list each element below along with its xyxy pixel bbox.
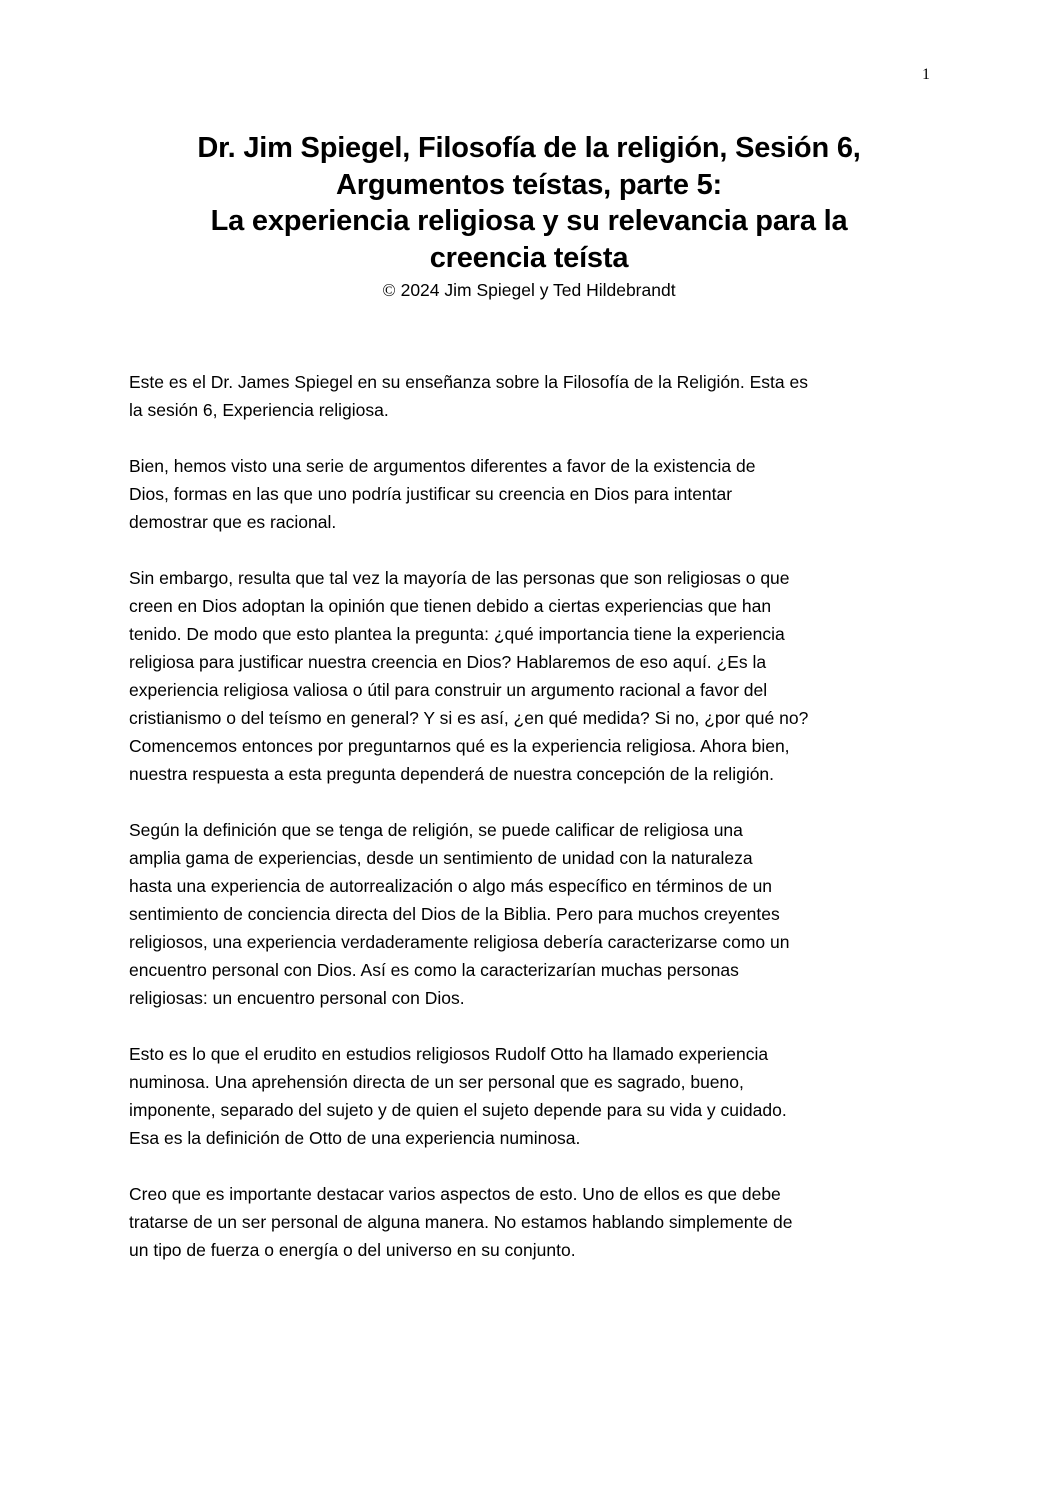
- text-line: Sin embargo, resulta que tal vez la mayoría de las personas que son religiosas o que: [129, 568, 790, 588]
- text-line: tenido. De modo que esto plantea la pregunta: ¿qué importancia tiene la experiencia: [129, 624, 785, 644]
- text-line: Esa es la definición de Otto de una experiencia numinosa.: [129, 1128, 581, 1148]
- text-line: numinosa. Una aprehensión directa de un ser personal que es sagrado, bueno,: [129, 1072, 744, 1092]
- text-line: imponente, separado del sujeto y de quien el sujeto depende para su vida y cuidado.: [129, 1100, 787, 1120]
- page-number: 1: [922, 66, 930, 83]
- paragraph: [129, 1180, 939, 1264]
- body-text: [129, 368, 939, 1292]
- text-line: creen en Dios adoptan la opinión que tienen debido a ciertas experiencias que han: [129, 596, 772, 616]
- text-line: Bien, hemos visto una serie de argumentos diferentes a favor de la existencia de: [129, 456, 756, 476]
- copyright-symbol: ©: [382, 280, 396, 300]
- text-line: un tipo de fuerza o energía o del universo en su conjunto.: [129, 1240, 576, 1260]
- copyright-text: 2024 Jim Spiegel y Ted Hildebrandt: [395, 280, 676, 300]
- paragraph: [129, 816, 939, 1012]
- text-line: religiosos, una experiencia verdaderamente religiosa debería caracterizarse como un: [129, 932, 790, 952]
- text-line: experiencia religiosa valiosa o útil para construir un argumento racional a favor del: [129, 680, 768, 700]
- text-line: tratarse de un ser personal de alguna manera. No estamos hablando simplemente de: [129, 1212, 793, 1232]
- title-line-4: creencia teísta: [429, 241, 629, 274]
- text-line: Comencemos entonces por preguntarnos qué es la experiencia religiosa. Ahora bien,: [129, 736, 790, 756]
- title-line-2: Argumentos teístas, parte 5:: [336, 168, 722, 201]
- text-line: Creo que es importante destacar varios aspectos de esto. Uno de ellos es que debe: [129, 1184, 781, 1204]
- paragraph: [129, 452, 939, 536]
- text-line: religiosa para justificar nuestra creencia en Dios? Hablaremos de eso aquí. ¿Es la: [129, 652, 767, 672]
- text-line: nuestra respuesta a esta pregunta dependerá de nuestra concepción de la religión.: [129, 764, 775, 784]
- text-line: la sesión 6, Experiencia religiosa.: [129, 400, 389, 420]
- text-line: Según la definición que se tenga de religión, se puede calificar de religiosa una: [129, 820, 743, 840]
- text-line: religiosas: un encuentro personal con Dios.: [129, 988, 465, 1008]
- copyright-notice: [130, 278, 928, 302]
- paragraph: [129, 368, 939, 424]
- text-line: Esto es lo que el erudito en estudios religiosos Rudolf Otto ha llamado experiencia: [129, 1044, 769, 1064]
- text-line: cristianismo o del teísmo en general? Y si es así, ¿en qué medida? Si no, ¿por qué no?: [129, 708, 809, 728]
- text-line: sentimiento de conciencia directa del Dios de la Biblia. Pero para muchos creyentes: [129, 904, 780, 924]
- text-line: demostrar que es racional.: [129, 512, 337, 532]
- text-line: Este es el Dr. James Spiegel en su enseñanza sobre la Filosofía de la Religión. Esta es: [129, 372, 808, 392]
- title-line-3: La experiencia religiosa y su relevancia para la: [210, 205, 848, 237]
- paragraph: [129, 564, 939, 788]
- text-line: amplia gama de experiencias, desde un sentimiento de unidad con la naturaleza: [129, 848, 753, 868]
- title-line-1: Dr. Jim Spiegel, Filosofía de la religión, Sesión 6,: [197, 132, 861, 164]
- text-line: hasta una experiencia de autorrealización o algo más específico en términos de un: [129, 876, 773, 896]
- text-line: encuentro personal con Dios. Así es como la caracterizarían muchas personas: [129, 960, 739, 980]
- text-line: Dios, formas en las que uno podría justificar su creencia en Dios para intentar: [129, 484, 733, 504]
- paragraph: [129, 1040, 939, 1152]
- title-block: [130, 130, 928, 302]
